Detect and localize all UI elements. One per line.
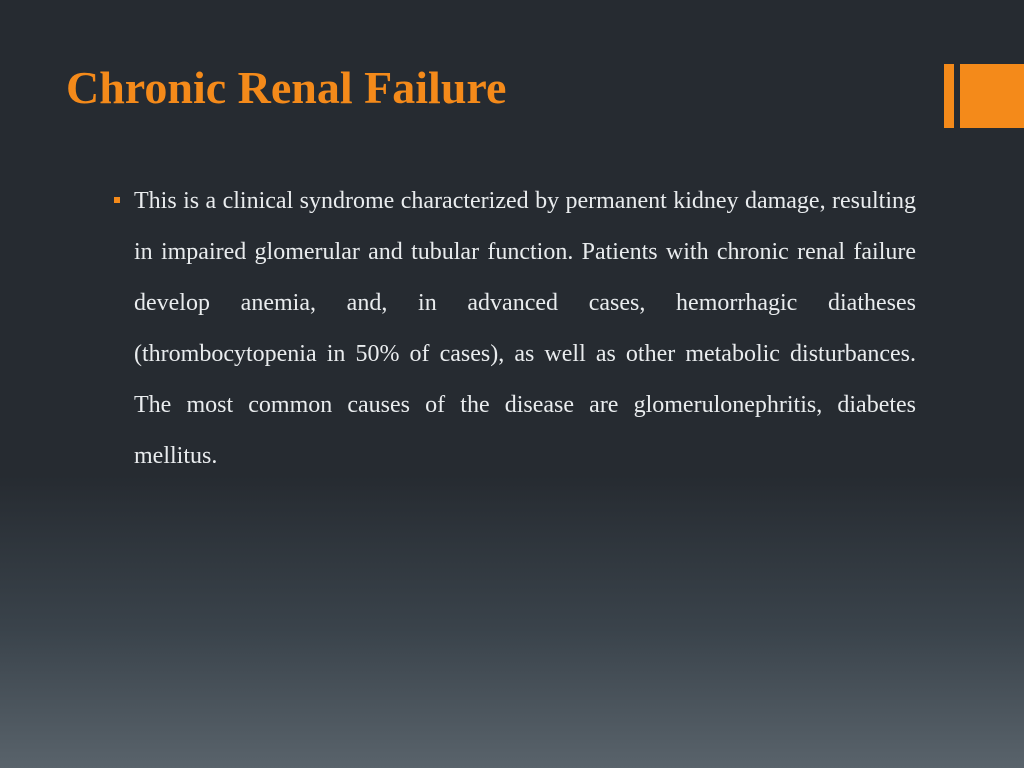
square-bullet-icon	[114, 197, 120, 203]
accent-bar-thin	[944, 64, 954, 128]
bullet-text: This is a clinical syndrome characterized by permanent kidney damage, resulting in impaired glomerular and tubular function. Patients with chronic renal failure develop anemia, and, in advanced cases, hemorrhagic diatheses (thrombocytopenia in 50% of cases), as well as other metabolic disturbances. The most common causes of the disease are glomerulonephritis, diabetes mellitus.	[134, 188, 916, 469]
bullet-item	[112, 176, 916, 482]
slide-content	[112, 176, 916, 482]
accent-bar-wide	[960, 64, 1024, 128]
slide-title: Chronic Renal Failure	[66, 62, 507, 113]
